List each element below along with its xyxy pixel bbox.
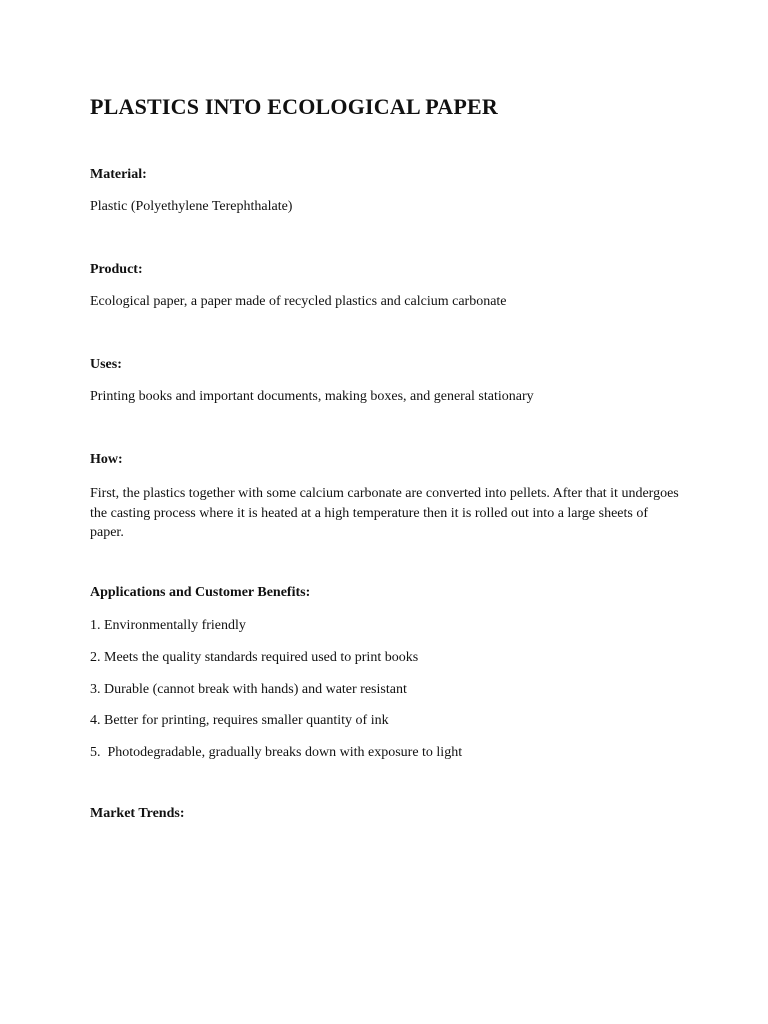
- material-heading: Material:: [90, 167, 147, 182]
- benefit-item: 4. Better for printing, requires smaller quantity of ink: [90, 713, 389, 729]
- material-text: Plastic (Polyethylene Terephthalate): [90, 199, 293, 214]
- how-paragraph-line: First, the plastics together with some calcium carbonate are converted into pellets. After that it undergoes: [90, 486, 679, 501]
- product-text: Ecological paper, a paper made of recycled plastics and calcium carbonate: [90, 294, 507, 309]
- benefit-item: 1. Environmentally friendly: [90, 618, 246, 633]
- applications-heading: Applications and Customer Benefits:: [90, 585, 311, 600]
- how-paragraph-line: paper.: [90, 525, 124, 540]
- how-paragraph-line: the casting process where it is heated at a high temperature then it is rolled out into a large sheets of: [90, 505, 649, 521]
- product-heading: Product:: [90, 262, 143, 277]
- market-trends-heading: Market Trends:: [90, 806, 185, 821]
- benefit-item: 5. Photodegradable, gradually breaks down with exposure to light: [90, 745, 463, 760]
- benefit-item: 2. Meets the quality standards required used to print books: [90, 649, 419, 665]
- uses-text: Printing books and important documents, making boxes, and general stationary: [90, 389, 534, 404]
- document-title: PLASTICS INTO ECOLOGICAL PAPER: [90, 94, 498, 119]
- benefit-item: 3. Durable (cannot break with hands) and water resistant: [90, 681, 407, 697]
- how-paragraph: [90, 484, 690, 543]
- how-heading: How:: [90, 452, 123, 467]
- uses-heading: Uses:: [90, 357, 122, 372]
- benefits-list: [90, 617, 462, 776]
